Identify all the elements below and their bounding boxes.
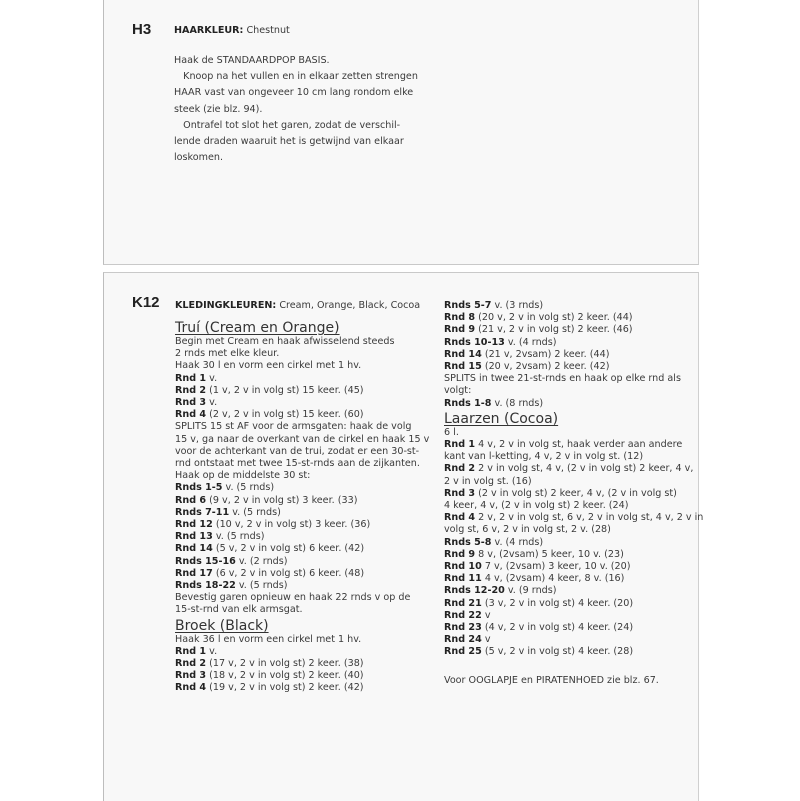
round-label: Rnd 12: [175, 519, 213, 530]
round-text: (17 v, 2 v in volg st) 2 keer. (38): [206, 658, 364, 669]
round-label: Rnd 6: [175, 494, 207, 506]
round-instruction: [444, 349, 609, 361]
round-text: (4 v, 2 v in volg st) 4 keer. (24): [481, 622, 634, 633]
round-label: Rnd 14: [444, 348, 482, 360]
round-label: Rnds 10-13: [444, 336, 505, 348]
round-instruction: [175, 580, 288, 592]
instruction-line: 2 v in volg st. (16): [444, 475, 532, 487]
round-instruction: [175, 531, 264, 543]
k12-title-label: KLEDINGKLEUREN:: [175, 300, 277, 311]
round-text: v.: [206, 397, 218, 408]
round-text: (6 v, 2 v in volg st) 6 keer. (48): [212, 567, 365, 579]
page-top-h3: [103, 0, 699, 265]
round-instruction: [175, 397, 217, 409]
h3-paragraph-line: lende draden waaruit het is getwijnd van elkaar: [174, 136, 404, 147]
round-instruction: [444, 549, 624, 561]
round-instruction: [444, 300, 543, 312]
instruction-line: 4 keer, 4 v, (2 v in volg st) 2 keer. (24): [444, 500, 629, 511]
round-label: Rnds 12-20: [444, 585, 505, 597]
round-instruction: [444, 598, 633, 610]
round-text: v. (4 rnds): [504, 336, 557, 348]
round-text: v. (9 rnds): [504, 585, 557, 597]
round-text: v.: [206, 645, 218, 657]
round-instruction: [175, 519, 370, 531]
round-instruction: [444, 488, 677, 500]
round-instruction: [444, 585, 557, 597]
round-label: Rnd 2: [175, 384, 207, 396]
round-text: v. (8 rnds): [491, 397, 544, 409]
round-instruction: [175, 658, 364, 670]
round-text: v. (5 rnds): [212, 531, 265, 543]
h3-paragraph-line: Knoop na het vullen en in elkaar zetten strengen: [174, 71, 418, 83]
round-label: Rnd 25: [444, 646, 482, 658]
round-label: Rnd 2: [444, 463, 476, 475]
round-label: Rnd 23: [444, 622, 482, 633]
h3-paragraph-line: loskomen.: [174, 152, 223, 164]
round-text: (20 v, 2 v in volg st) 2 keer. (44): [475, 312, 633, 324]
round-instruction: [175, 385, 364, 397]
round-instruction: [444, 610, 491, 622]
round-instruction: [444, 573, 624, 585]
round-text: (21 v, 2vsam) 2 keer. (44): [481, 348, 610, 360]
section-code-h3: H3: [132, 21, 152, 38]
round-label: Rnd 13: [175, 531, 213, 543]
h3-paragraph-line: Ontrafel tot slot het garen, zodat de verschil-: [174, 119, 401, 131]
round-label: Rnd 4: [175, 409, 207, 421]
instruction-line: 2 rnds met elke kleur.: [175, 348, 280, 360]
round-instruction: [444, 561, 631, 573]
round-instruction: [444, 646, 633, 658]
round-text: (1 v, 2 v in volg st) 15 keer. (45): [206, 384, 364, 396]
round-text: v.: [206, 372, 218, 384]
round-instruction: [444, 622, 633, 634]
instruction-line: SPLITS 15 st AF voor de armsgaten: haak de volg: [175, 421, 412, 433]
round-text: (10 v, 2 v in volg st) 3 keer. (36): [212, 519, 371, 530]
round-label: Rnd 1: [444, 439, 476, 450]
round-text: 4 v, 2 v in volg st, haak verder aan andere: [475, 439, 683, 450]
round-label: Rnd 9: [444, 324, 476, 336]
round-label: Rnds 7-11: [175, 506, 230, 518]
round-instruction: [444, 512, 703, 524]
round-text: 4 v, (2vsam) 4 keer, 8 v. (16): [481, 573, 625, 585]
round-text: (21 v, 2 v in volg st) 2 keer. (46): [475, 324, 633, 336]
instruction-line: volg st, 6 v, 2 v in volg st, 2 v. (28): [444, 524, 611, 536]
instruction-line: 15 v, ga naar de overkant van de cirkel en haak 15 v: [175, 433, 430, 445]
round-text: v: [481, 609, 491, 621]
round-instruction: [175, 482, 274, 494]
h3-paragraph-line: HAAR vast van ongeveer 10 cm lang rondom elke: [174, 87, 414, 99]
round-label: Rnds 1-5: [175, 482, 223, 494]
round-instruction: [175, 495, 357, 507]
round-text: v. (3 rnds): [491, 300, 544, 311]
instruction-line: Haak 36 l en vorm een cirkel met 1 hv.: [175, 633, 362, 645]
instruction-line: SPLITS in twee 21-st-rnds en haak op elke rnd als: [444, 373, 681, 385]
round-label: Rnd 9: [444, 548, 476, 560]
instruction-line: kant van l-ketting, 4 v, 2 v in volg st. (12): [444, 451, 644, 463]
round-instruction: [175, 507, 281, 519]
round-label: Rnd 10: [444, 561, 482, 572]
round-text: v. (4 rnds): [491, 536, 544, 548]
section-heading: Laarzen (Cocoa): [444, 410, 559, 427]
round-label: Rnd 1: [175, 645, 207, 657]
round-text: (20 v, 2vsam) 2 keer. (42): [481, 361, 610, 372]
round-label: Rnds 5-8: [444, 536, 492, 548]
round-instruction: [175, 556, 288, 568]
round-text: (3 v, 2 v in volg st) 4 keer. (20): [481, 597, 634, 609]
round-instruction: [444, 634, 491, 646]
section-heading: Broek (Black): [175, 617, 269, 634]
round-text: v. (5 rnds): [229, 506, 281, 518]
round-text: (2 v in volg st) 2 keer, 4 v, (2 v in volg st): [475, 487, 677, 499]
instruction-line: 15-st-rnd van elk armsgat.: [175, 604, 303, 616]
round-instruction: [175, 543, 364, 555]
round-text: 8 v, (2vsam) 5 keer, 10 v. (23): [475, 548, 624, 560]
round-instruction: [175, 373, 217, 385]
h3-paragraph-line: steek (zie blz. 94).: [174, 103, 263, 115]
round-instruction: [175, 670, 364, 682]
round-label: Rnd 8: [444, 312, 476, 324]
round-text: v. (2 rnds): [235, 555, 288, 567]
round-label: Rnd 15: [444, 361, 482, 372]
h3-title-label: HAARKLEUR:: [174, 25, 244, 36]
k12-title: [175, 300, 420, 312]
round-text: v. (5 rnds): [235, 580, 288, 591]
round-instruction: [175, 409, 364, 421]
round-instruction: [444, 398, 543, 410]
round-label: Rnd 3: [175, 397, 207, 408]
round-instruction: [444, 463, 693, 475]
instruction-line: Haak 30 l en vorm een cirkel met 1 hv.: [175, 360, 362, 372]
round-instruction: [444, 324, 633, 336]
round-label: Rnds 5-7: [444, 300, 492, 311]
round-instruction: [175, 568, 364, 580]
round-label: Rnd 14: [175, 543, 213, 555]
round-label: Rnd 2: [175, 658, 207, 669]
round-label: Rnds 18-22: [175, 580, 236, 591]
round-instruction: [444, 537, 543, 549]
round-label: Rnd 3: [444, 487, 476, 499]
round-instruction: [444, 312, 633, 324]
round-text: v: [481, 634, 491, 646]
instruction-line: Begin met Cream en haak afwisselend steeds: [175, 336, 395, 347]
round-text: (9 v, 2 v in volg st) 3 keer. (33): [206, 494, 358, 506]
round-label: Rnds 1-8: [444, 397, 492, 409]
round-label: Rnd 4: [175, 682, 207, 694]
instruction-line: volgt:: [444, 385, 472, 397]
instruction-line: Voor OOGLAPJE en PIRATENHOED zie blz. 67.: [444, 674, 659, 686]
section-code-k12: K12: [132, 294, 160, 311]
h3-title: [174, 25, 290, 37]
round-text: (2 v, 2 v in volg st) 15 keer. (60): [206, 409, 364, 421]
instruction-line: voor de achterkant van de trui, zodat er een 30-st-: [175, 445, 420, 457]
round-text: (18 v, 2 v in volg st) 2 keer. (40): [206, 670, 364, 682]
round-label: Rnd 4: [444, 512, 476, 524]
round-label: Rnd 24: [444, 634, 482, 646]
h3-paragraph-line: Haak de STANDAARDPOP BASIS.: [174, 55, 330, 66]
round-label: Rnd 22: [444, 609, 482, 621]
round-label: Rnd 21: [444, 597, 482, 609]
instruction-line: Haak op de middelste 30 st:: [175, 470, 311, 482]
round-label: Rnds 15-16: [175, 555, 236, 567]
round-text: 7 v, (2vsam) 3 keer, 10 v. (20): [481, 561, 631, 572]
round-label: Rnd 1: [175, 372, 207, 384]
round-text: (5 v, 2 v in volg st) 6 keer. (42): [212, 543, 365, 555]
round-instruction: [444, 337, 557, 349]
round-text: (19 v, 2 v in volg st) 2 keer. (42): [206, 682, 364, 694]
round-label: Rnd 17: [175, 567, 213, 579]
round-text: 2 v, 2 v in volg st, 6 v, 2 v in volg st, 4 v, 2 v in: [475, 512, 704, 524]
instruction-line: 6 l.: [444, 426, 459, 438]
round-label: Rnd 11: [444, 573, 482, 585]
instruction-line: rnd ontstaat met twee 15-st-rnds aan de zijkanten.: [175, 458, 420, 469]
section-heading: Truí (Cream en Orange): [175, 320, 340, 336]
instruction-line: Bevestig garen opnieuw en haak 22 rnds v op de: [175, 592, 411, 604]
k12-title-value: Cream, Orange, Black, Cocoa: [279, 300, 421, 311]
round-text: (5 v, 2 v in volg st) 4 keer. (28): [481, 646, 634, 658]
round-instruction: [175, 646, 217, 658]
h3-title-value: Chestnut: [246, 25, 290, 36]
round-instruction: [175, 682, 364, 694]
round-instruction: [444, 439, 682, 451]
round-text: 2 v in volg st, 4 v, (2 v in volg st) 2 keer, 4 v,: [475, 463, 694, 475]
round-text: v. (5 rnds): [222, 482, 275, 494]
round-label: Rnd 3: [175, 670, 207, 682]
round-instruction: [444, 361, 609, 373]
